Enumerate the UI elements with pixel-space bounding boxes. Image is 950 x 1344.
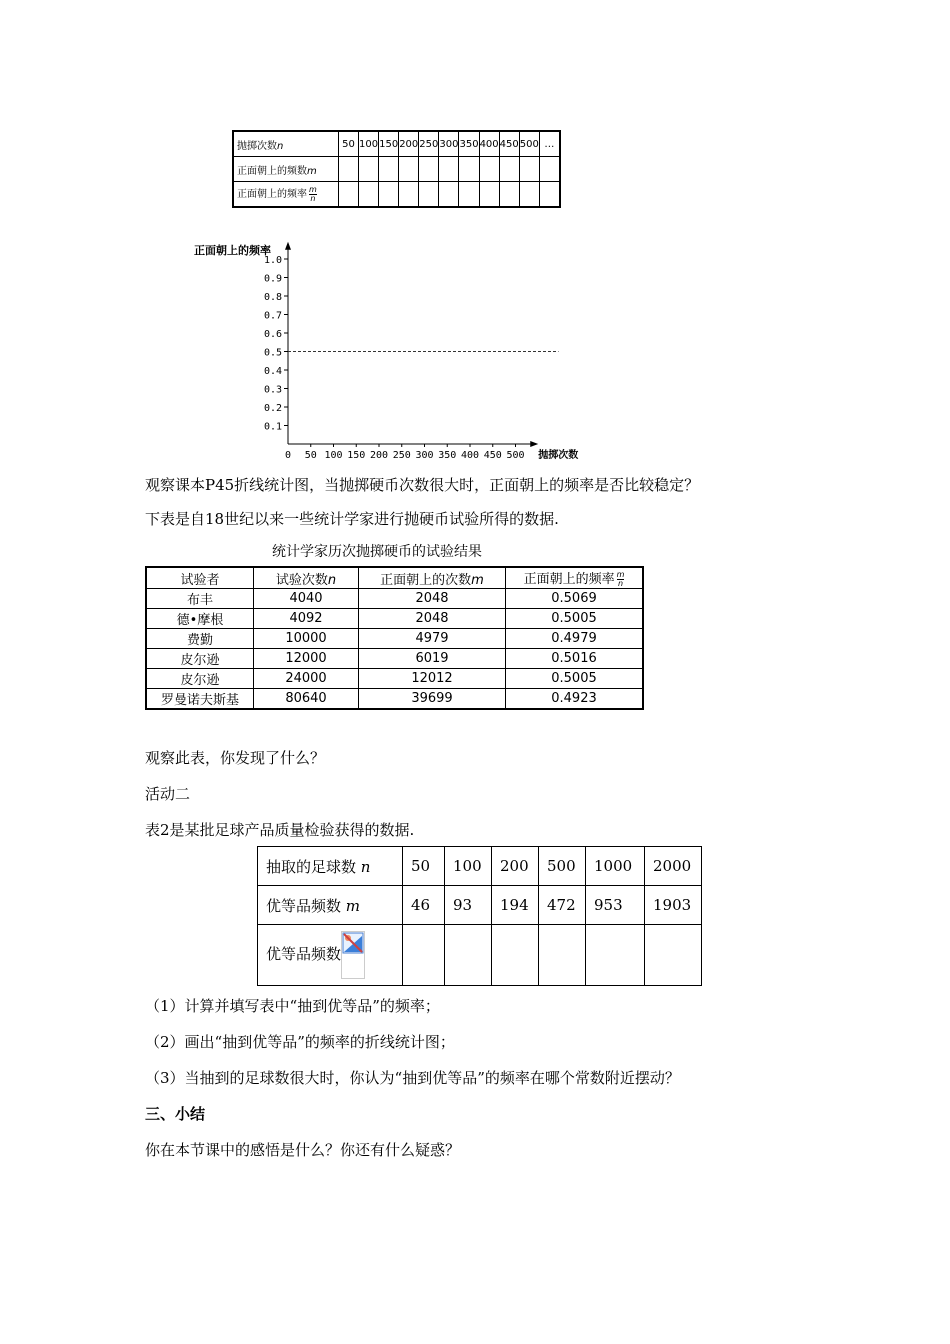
cell: 450 <box>499 131 519 157</box>
cell <box>419 182 439 208</box>
cell <box>492 925 539 986</box>
table-row <box>233 182 560 208</box>
question-2: （2）画出“抽到优等品”的频率的折线统计图； <box>145 1033 455 1051</box>
table-cell: 0.5005 <box>506 669 644 689</box>
row-label-text: 正面朝上的频数 <box>237 165 307 177</box>
table-cell: 2048 <box>359 609 506 629</box>
table-row <box>146 629 643 649</box>
row-label <box>233 182 339 208</box>
table-cell: 4040 <box>254 589 359 609</box>
y-tick-label: 1.0 <box>263 255 282 266</box>
table-cell: 费勤 <box>146 629 254 649</box>
var-n: n <box>360 857 371 876</box>
header-text: 正面朝上的次数 <box>380 572 472 588</box>
section-summary-heading: 三、小结 <box>145 1105 206 1123</box>
cell: 46 <box>403 886 445 925</box>
var-m: m <box>345 896 361 915</box>
table-cell: 4092 <box>254 609 359 629</box>
frac-denominator: n <box>617 579 624 588</box>
y-tick-label: 0.9 <box>263 273 282 285</box>
frac-numerator: m <box>309 184 317 194</box>
cell <box>539 157 560 182</box>
coin-toss-table <box>232 130 561 208</box>
paragraph-observe-table: 观察此表，你发现了什么？ <box>145 749 326 767</box>
cell <box>339 182 359 208</box>
row-label-text: 抛掷次数 <box>237 140 277 152</box>
table-cell: 0.4923 <box>506 689 644 710</box>
x-tick-label: 100 <box>324 450 343 461</box>
x-tick-label: 150 <box>347 450 366 461</box>
paragraph-reflection: 你在本节课中的感悟是什么？你还有什么疑惑？ <box>145 1141 461 1159</box>
table-cell: 4979 <box>359 629 506 649</box>
cell: 250 <box>419 131 439 157</box>
fraction-m-over-n <box>309 186 317 203</box>
header-cell <box>254 567 359 589</box>
question-1: （1）计算并填写表中“抽到优等品”的频率； <box>145 997 440 1015</box>
table-cell: 24000 <box>254 669 359 689</box>
row-label <box>258 886 403 925</box>
var-m: m <box>307 165 317 177</box>
y-tick-label: 0.8 <box>263 292 282 303</box>
y-tick-label: 0.4 <box>263 366 282 377</box>
table-header-row <box>146 567 643 589</box>
cell: … <box>539 131 560 157</box>
var-n: n <box>327 572 337 588</box>
table-cell: 0.5016 <box>506 649 644 669</box>
header-cell <box>506 567 644 589</box>
cell: 953 <box>586 886 645 925</box>
football-quality-table <box>257 846 702 986</box>
table-row <box>146 669 643 689</box>
cell <box>459 182 479 208</box>
table-row <box>258 925 702 986</box>
cell: 50 <box>339 131 359 157</box>
x-tick-label: 0 <box>284 450 292 461</box>
cell <box>359 157 379 182</box>
x-tick-label: 250 <box>392 450 411 461</box>
var-m: m <box>471 572 484 588</box>
cell: 100 <box>359 131 379 157</box>
cell: 50 <box>403 847 445 886</box>
x-tick-label: 450 <box>483 450 502 461</box>
row-label-text: 优等品频数 <box>266 896 342 915</box>
cell <box>499 182 519 208</box>
cell <box>539 925 586 986</box>
row-label <box>233 131 339 157</box>
cell: 200 <box>399 131 419 157</box>
table-cell: 39699 <box>359 689 506 710</box>
cell <box>399 157 419 182</box>
cell <box>403 925 445 986</box>
table-cell: 罗曼诺夫斯基 <box>146 689 254 710</box>
cell: 93 <box>445 886 492 925</box>
table-cell: 德•摩根 <box>146 609 254 629</box>
cell: 500 <box>519 131 539 157</box>
cell <box>586 925 645 986</box>
cell: 2000 <box>645 847 702 886</box>
cell: 150 <box>379 131 399 157</box>
table-cell: 12000 <box>254 649 359 669</box>
activity-two-heading: 活动二 <box>145 785 191 803</box>
header-cell: 试验者 <box>146 567 254 589</box>
cell: 400 <box>479 131 499 157</box>
x-tick-label: 200 <box>369 450 389 461</box>
x-tick-label: 350 <box>438 450 457 461</box>
table-cell: 10000 <box>254 629 359 649</box>
table-cell: 0.4979 <box>506 629 644 649</box>
table-row <box>146 649 643 669</box>
table-cell: 皮尔逊 <box>146 649 254 669</box>
cell: 472 <box>539 886 586 925</box>
row-label-text: 优等品频数 <box>266 945 342 963</box>
cell: 194 <box>492 886 539 925</box>
frac-numerator: m <box>616 570 625 579</box>
paragraph-table-intro: 下表是自18世纪以来一些统计学家进行抛硬币试验所得的数据. <box>145 510 559 528</box>
y-tick-label: 0.7 <box>263 310 282 322</box>
frac-denominator: n <box>310 193 316 203</box>
paragraph-observe-chart: 观察课本P45折线统计图，当抛掷硬币次数很大时，正面朝上的频率是否比较稳定？ <box>145 476 700 494</box>
question-3: （3）当抽到的足球数很大时，你认为“抽到优等品”的频率在哪个常数附近摆动？ <box>145 1069 680 1087</box>
y-axis-arrow <box>285 242 291 250</box>
y-tick-label: 0.3 <box>263 384 282 396</box>
cell <box>519 157 539 182</box>
cell <box>399 182 419 208</box>
cell <box>359 182 379 208</box>
table-row <box>233 131 560 157</box>
cell <box>439 157 459 182</box>
row-label <box>258 925 403 986</box>
cell <box>459 157 479 182</box>
table-cell: 皮尔逊 <box>146 669 254 689</box>
table-row <box>258 847 702 886</box>
x-tick-label: 400 <box>460 450 480 461</box>
var-n: n <box>277 140 284 152</box>
table-cell: 布丰 <box>146 589 254 609</box>
table-cell: 80640 <box>254 689 359 710</box>
y-tick-label: 0.2 <box>263 403 282 414</box>
row-label <box>233 157 339 182</box>
x-axis-label: 抛掷次数 <box>538 450 579 461</box>
cell <box>479 157 499 182</box>
x-tick-label: 300 <box>415 450 434 461</box>
table-row <box>233 157 560 182</box>
table-row <box>258 886 702 925</box>
cell <box>379 157 399 182</box>
frequency-chart <box>190 222 610 462</box>
x-axis-arrow <box>530 441 538 447</box>
table-row <box>146 609 643 629</box>
x-tick-label: 50 <box>304 450 317 461</box>
cell <box>439 182 459 208</box>
cell <box>339 157 359 182</box>
cell <box>379 182 399 208</box>
broken-image-icon <box>341 931 365 979</box>
cell: 1903 <box>645 886 702 925</box>
cell: 200 <box>492 847 539 886</box>
cell <box>445 925 492 986</box>
cell <box>519 182 539 208</box>
row-label-text: 正面朝上的频率 <box>237 189 307 201</box>
cell: 100 <box>445 847 492 886</box>
fraction-m-over-n <box>617 571 625 588</box>
cell <box>539 182 560 208</box>
header-text: 正面朝上的频率 <box>523 572 615 587</box>
y-tick-label: 0.6 <box>263 329 282 340</box>
table-row <box>146 589 643 609</box>
cell <box>419 157 439 182</box>
cell: 300 <box>439 131 459 157</box>
cell <box>479 182 499 208</box>
paragraph-table2-intro: 表2是某批足球产品质量检验获得的数据. <box>145 821 415 839</box>
cell: 350 <box>459 131 479 157</box>
row-label-text: 抽取的足球数 <box>266 857 357 876</box>
x-tick-label: 500 <box>506 450 525 461</box>
table-cell: 6019 <box>359 649 506 669</box>
cell: 1000 <box>586 847 645 886</box>
table-cell: 12012 <box>359 669 506 689</box>
header-cell <box>359 567 506 589</box>
y-tick-label: 0.1 <box>263 421 282 433</box>
header-text: 试验次数 <box>275 572 328 588</box>
y-axis-label: 正面朝上的频率 <box>194 243 271 257</box>
table-row <box>146 689 643 710</box>
table-cell: 0.5005 <box>506 609 644 629</box>
y-tick-label: 0.5 <box>263 347 282 359</box>
cell <box>499 157 519 182</box>
cell: 500 <box>539 847 586 886</box>
statisticians-table <box>145 566 644 710</box>
cell <box>645 925 702 986</box>
table-cell: 2048 <box>359 589 506 609</box>
table-caption: 统计学家历次抛掷硬币的试验结果 <box>272 544 482 560</box>
row-label <box>258 847 403 886</box>
table-cell: 0.5069 <box>506 589 644 609</box>
